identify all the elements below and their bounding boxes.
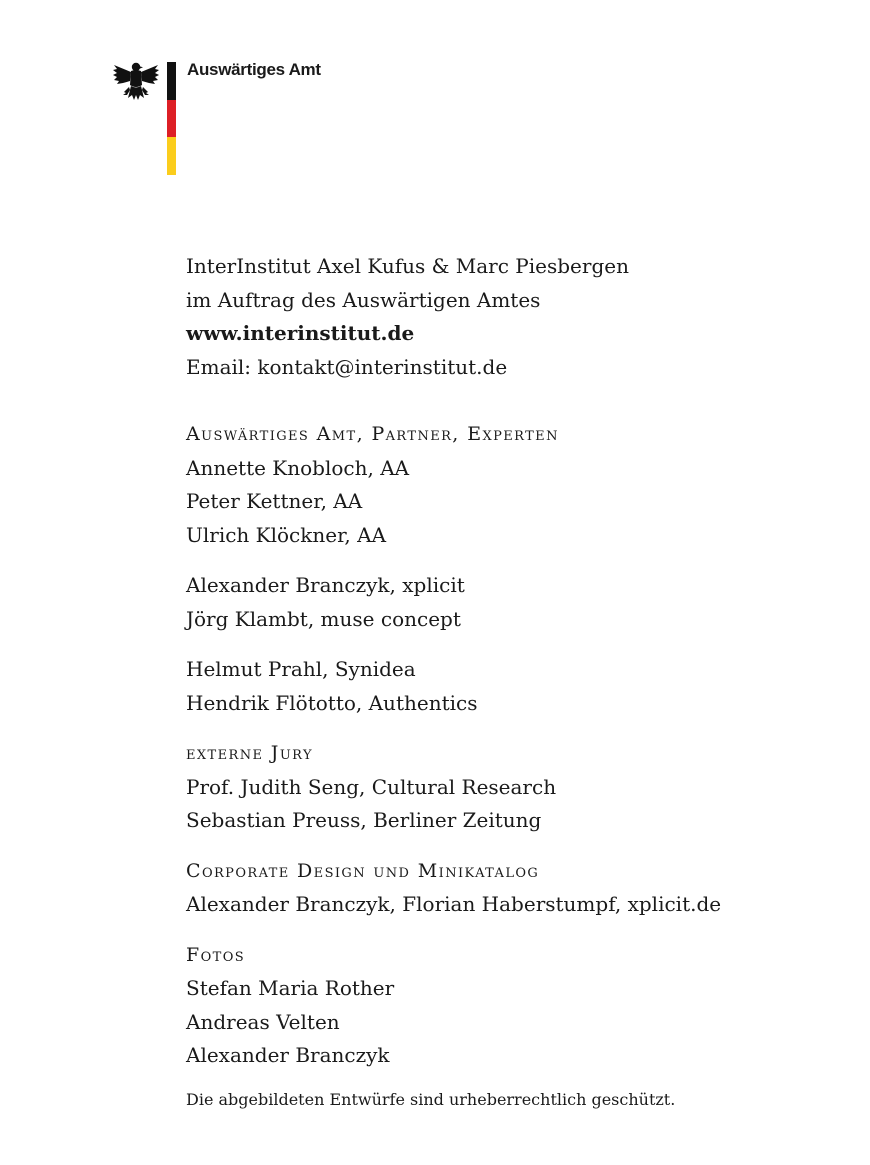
- list-item: Helmut Prahl, Synidea: [186, 657, 416, 681]
- flag-stripe-gold: [167, 137, 176, 175]
- list-item: Prof. Judith Seng, Cultural Research: [186, 774, 557, 799]
- design-block: [186, 855, 826, 922]
- list-item: Annette Knobloch, AA: [186, 455, 410, 480]
- flag-color-bar: [167, 62, 176, 175]
- logo-title: Auswärtiges Amt: [187, 60, 321, 79]
- list-item: Hendrik Flötotto, Authentics: [186, 690, 478, 715]
- list-item: Alexander Branczyk, Florian Haberstumpf, xplicit.de: [186, 892, 722, 916]
- intro-block: [186, 250, 826, 384]
- flag-stripe-black: [167, 62, 176, 100]
- imprint-content: [186, 250, 826, 1113]
- federal-eagle-icon: [112, 58, 160, 106]
- list-item: Ulrich Klöckner, AA: [186, 522, 387, 547]
- copyright-note: Die abgebildeten Entwürfe sind urheberrechtlich geschützt.: [186, 1089, 676, 1109]
- partners-block: [186, 418, 826, 552]
- jury-block: [186, 737, 826, 838]
- flag-stripe-red: [167, 100, 176, 138]
- photos-heading: Fotos: [186, 943, 246, 966]
- list-item: Andreas Velten: [186, 1009, 340, 1034]
- photos-block: [186, 939, 826, 1073]
- design-heading: Corporate Design und Minikatalog: [186, 859, 540, 882]
- list-item: Alexander Branczyk: [186, 1043, 390, 1067]
- list-item: Stefan Maria Rother: [186, 976, 395, 1000]
- institute-name: InterInstitut Axel Kufus & Marc Piesbergen: [186, 254, 629, 278]
- website-link[interactable]: www.interinstitut.de: [186, 321, 415, 345]
- list-item: Alexander Branczyk, xplicit: [186, 573, 465, 597]
- partners-heading: Auswärtiges Amt, Partner, Experten: [186, 423, 559, 445]
- list-item: Peter Kettner, AA: [186, 489, 363, 513]
- auswaertiges-amt-logo: [112, 58, 352, 178]
- experts-block-a: [186, 569, 826, 636]
- experts-block-b: [186, 653, 826, 720]
- jury-heading: externe Jury: [186, 742, 313, 764]
- commission-line: im Auftrag des Auswärtigen Amtes: [186, 287, 541, 312]
- email-line[interactable]: Email: kontakt@interinstitut.de: [186, 354, 508, 379]
- list-item: Sebastian Preuss, Berliner Zeitung: [186, 808, 542, 832]
- list-item: Jörg Klambt, muse concept: [186, 606, 461, 631]
